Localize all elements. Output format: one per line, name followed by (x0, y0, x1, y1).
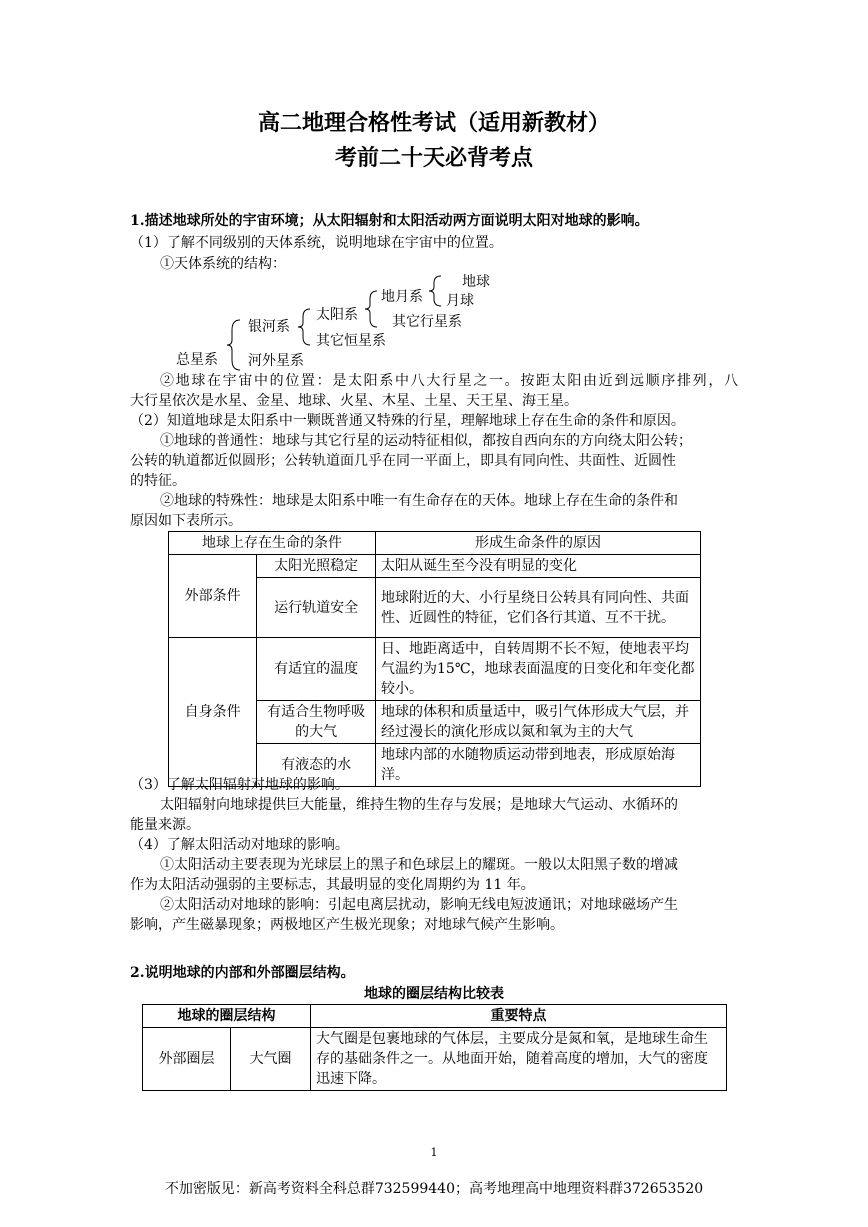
brace-icon (361, 289, 381, 329)
s1-p2a-line3: 的特征。 (130, 473, 186, 489)
brace-icon (224, 318, 244, 372)
section2-heading: 2.说明地球的内部和外部圈层结构。 (130, 965, 355, 981)
s1-p2b-line2: 原因如下表所示。 (130, 513, 242, 529)
table-header-condition: 地球上存在生命的条件 (169, 532, 376, 555)
earth-spheres-table (142, 1004, 727, 1091)
table-cell-reason: 地球附近的大、小行星绕日公转具有同向性、共面性、近圆性的特征，它们各行其道、互不干扰。 (376, 578, 701, 638)
s2-table-cell-atmosphere: 大气圈 (231, 1028, 311, 1091)
s1-p4b-line1: ②太阳活动对地球的影响：引起电离层扰动，影响无线电短波通讯；对地球磁场产生 (160, 897, 678, 913)
table-cell-condition: 有适合生物呼吸的大气 (257, 701, 376, 744)
s2-table-cell-description: 大气圈是包裹地球的气体层，主要成分是氮和氧，是地球生命生存的基础条件之一。从地面开始，随着高度的增加，大气的密度迅速下降。 (311, 1028, 727, 1091)
page-number: 1 (430, 1146, 438, 1159)
tree-moon: 月球 (446, 293, 474, 309)
s2-table-header-features: 重要特点 (311, 1005, 727, 1028)
s1-p1a: ①天体系统的结构： (160, 256, 286, 272)
section1-heading: 1.描述地球所处的宇宙环境；从太阳辐射和太阳活动两方面说明太阳对地球的影响。 (130, 213, 649, 229)
tree-earth-moon: 地月系 (381, 289, 423, 305)
s1-p2a-line2: 公转的轨道都近似圆形；公转轨道面几乎在同一平面上，即具有同向性、共面性、近圆性 (130, 453, 676, 469)
table-cell-self: 自身条件 (169, 638, 257, 787)
s2-table-header-structure: 地球的圈层结构 (143, 1005, 311, 1028)
s2-table-cell-outer: 外部圈层 (143, 1028, 231, 1091)
table-header-reason: 形成生命条件的原因 (376, 532, 701, 555)
tree-other-stars: 其它恒星系 (316, 333, 386, 349)
brace-icon (294, 307, 314, 347)
s1-p1: （1）了解不同级别的天体系统，说明地球在宇宙中的位置。 (130, 235, 503, 251)
brace-icon (425, 274, 445, 308)
tree-outer-galaxy: 河外星系 (248, 353, 304, 369)
s2-table-title: 地球的圈层结构比较表 (364, 986, 504, 1002)
table-cell-condition: 有液态的水 (257, 744, 376, 787)
table-cell-external: 外部条件 (169, 555, 257, 638)
s1-p1b-line2: 大行星依次是水星、金星、地球、火星、木星、土星、天王星、海王星。 (130, 393, 578, 409)
s1-p2: （2）知道地球是太阳系中一颗既普通又特殊的行星，理解地球上存在生命的条件和原因。 (130, 413, 685, 429)
s1-p4a-line1: ①太阳活动主要表现为光球层上的黑子和色球层上的耀斑。一般以太阳黑子数的增减 (160, 857, 678, 873)
doc-title: 高二地理合格性考试（适用新教材） (257, 110, 610, 136)
s1-p4: （4）了解太阳活动对地球的影响。 (130, 837, 349, 853)
s1-p3a-line1: 太阳辐射向地球提供巨大能量，维持生物的生存与发展；是地球大气运动、水循环的 (160, 797, 678, 813)
s1-p2a-line1: ①地球的普通性：地球与其它行星的运动特征相似，都按自西向东的方向绕太阳公转； (160, 433, 692, 449)
doc-subtitle: 考前二十天必背考点 (334, 145, 533, 171)
tree-other-planets: 其它行星系 (392, 314, 462, 330)
tree-solar-system: 太阳系 (316, 307, 358, 323)
table-cell-reason: 日、地距离适中，自转周期不长不短，使地表平均气温约为15℃，地球表面温度的日变化和年变化都较小。 (376, 638, 701, 701)
life-conditions-table (168, 531, 701, 787)
tree-earth: 地球 (462, 274, 490, 290)
s1-p4a-line2: 作为太阳活动强弱的主要标志，其最明显的变化周期约为 11 年。 (130, 877, 535, 893)
table-cell-condition: 有适宜的温度 (257, 638, 376, 701)
table-cell-reason: 太阳从诞生至今没有明显的变化 (376, 555, 701, 578)
table-cell-reason: 地球的体积和质量适中，吸引气体形成大气层，并经过漫长的演化形成以氮和氧为主的大气 (376, 701, 701, 744)
tree-root: 总星系 (176, 352, 218, 368)
footer-note: 不加密版见：新高考资料全科总群732599440；高考地理高中地理资料群372653520 (164, 1181, 704, 1197)
s1-p1b-line1: ②地球在宇宙中的位置：是太阳系中八大行星之一。按距太阳由近到远顺序排列，八 (160, 373, 738, 389)
s1-p3a-line2: 能量来源。 (130, 817, 200, 833)
table-cell-reason: 地球内部的水随物质运动带到地表，形成原始海洋。 (376, 744, 701, 787)
table-cell-condition: 运行轨道安全 (257, 578, 376, 638)
tree-galaxy: 银河系 (248, 319, 290, 335)
table-cell-condition: 太阳光照稳定 (257, 555, 376, 578)
s1-p3: （3）了解太阳辐射对地球的影响。 (130, 777, 349, 793)
s1-p2b-line1: ②地球的特殊性：地球是太阳系中唯一有生命存在的天体。地球上存在生命的条件和 (160, 493, 678, 509)
s1-p4b-line2: 影响，产生磁暴现象；两极地区产生极光现象；对地球气候产生影响。 (130, 917, 564, 933)
